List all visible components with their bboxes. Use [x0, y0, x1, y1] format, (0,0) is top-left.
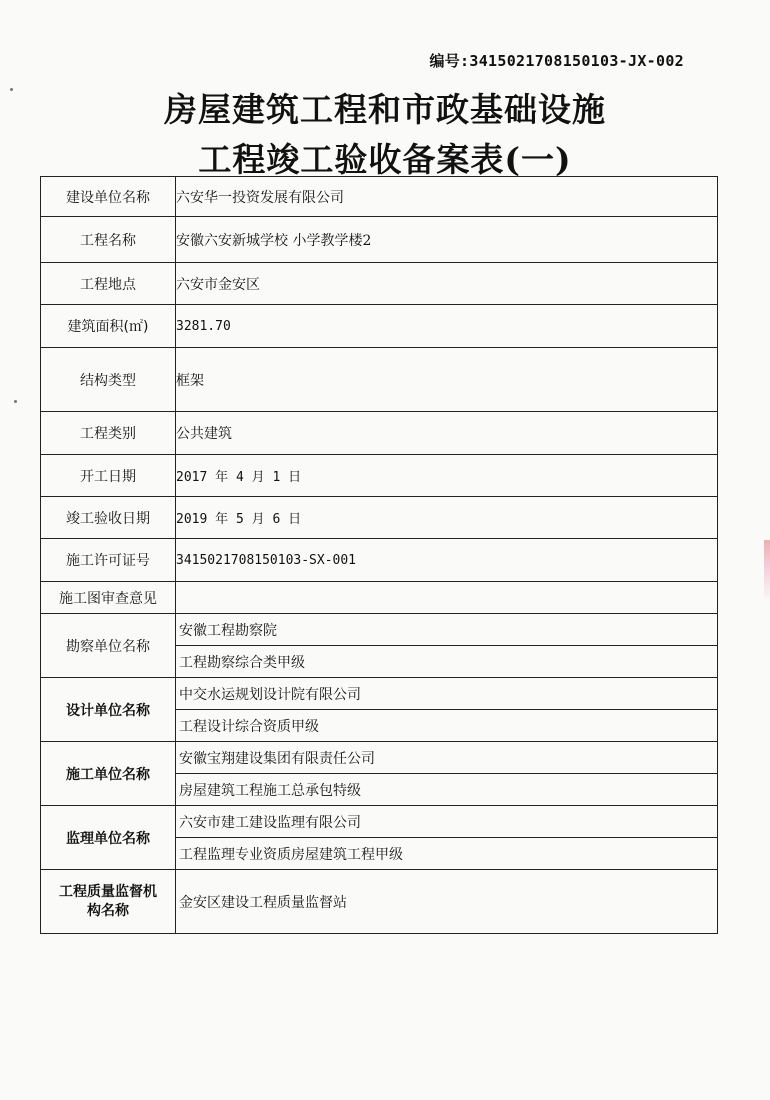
design-unit-name: 中交水运规划设计院有限公司	[176, 678, 718, 710]
start-date-value: 2017 年 4 月 1 日	[176, 455, 718, 497]
structure-value: 框架	[176, 348, 718, 412]
quality-agency-value: 金安区建设工程质量监督站	[176, 870, 718, 934]
permit-number-label: 施工许可证号	[41, 539, 176, 582]
area-value: 3281.70	[176, 305, 718, 348]
table-row	[41, 678, 718, 710]
survey-unit-label: 勘察单位名称	[41, 614, 176, 678]
construction-unit-value: 六安华一投资发展有限公司	[176, 177, 718, 217]
location-value: 六安市金安区	[176, 263, 718, 305]
builder-unit-qualification: 房屋建筑工程施工总承包特级	[176, 774, 718, 806]
table-row	[41, 497, 718, 539]
drawing-review-label: 施工图审查意见	[41, 582, 176, 614]
table-row	[41, 614, 718, 646]
table-row	[41, 305, 718, 348]
table-row	[41, 806, 718, 838]
builder-unit-name: 安徽宝翔建设集团有限责任公司	[176, 742, 718, 774]
table-row	[41, 582, 718, 614]
permit-number-value: 3415021708150103-SX-001	[176, 539, 718, 582]
table-row	[41, 742, 718, 774]
scan-edge-mark	[764, 540, 770, 600]
survey-unit-qualification: 工程勘察综合类甲级	[176, 646, 718, 678]
form-title-line-1: 房屋建筑工程和市政基础设施	[164, 90, 606, 129]
builder-unit-label: 施工单位名称	[41, 742, 176, 806]
category-label: 工程类别	[41, 412, 176, 455]
table-row	[41, 177, 718, 217]
area-label: 建筑面积(㎡)	[41, 305, 176, 348]
project-name-label: 工程名称	[41, 217, 176, 263]
supervision-unit-qualification: 工程监理专业资质房屋建筑工程甲级	[176, 838, 718, 870]
table-row	[41, 870, 718, 934]
drawing-review-value	[176, 582, 718, 614]
table-row	[41, 217, 718, 263]
document-serial-number: 编号:3415021708150103-JX-002	[429, 52, 684, 70]
acceptance-date-value: 2019 年 5 月 6 日	[176, 497, 718, 539]
quality-agency-label-line-2: 构名称	[87, 902, 129, 919]
start-date-label: 开工日期	[41, 455, 176, 497]
survey-unit-name: 安徽工程勘察院	[176, 614, 718, 646]
table-row	[41, 412, 718, 455]
project-name-value: 安徽六安新城学校 小学教学楼2	[176, 217, 718, 263]
supervision-unit-label: 监理单位名称	[41, 806, 176, 870]
design-unit-qualification: 工程设计综合资质甲级	[176, 710, 718, 742]
scan-speck	[14, 400, 17, 403]
acceptance-date-label: 竣工验收日期	[41, 497, 176, 539]
table-row	[41, 455, 718, 497]
category-value: 公共建筑	[176, 412, 718, 455]
design-unit-label: 设计单位名称	[41, 678, 176, 742]
quality-agency-label	[41, 870, 176, 934]
construction-unit-label: 建设单位名称	[41, 177, 176, 217]
quality-agency-label-line-1: 工程质量监督机	[59, 883, 157, 900]
table-row	[41, 263, 718, 305]
form-title-line-2: 工程竣工验收备案表(一)	[198, 140, 572, 179]
supervision-unit-name: 六安市建工建设监理有限公司	[176, 806, 718, 838]
filing-table	[40, 176, 718, 934]
location-label: 工程地点	[41, 263, 176, 305]
table-row	[41, 348, 718, 412]
structure-label: 结构类型	[41, 348, 176, 412]
table-row	[41, 539, 718, 582]
